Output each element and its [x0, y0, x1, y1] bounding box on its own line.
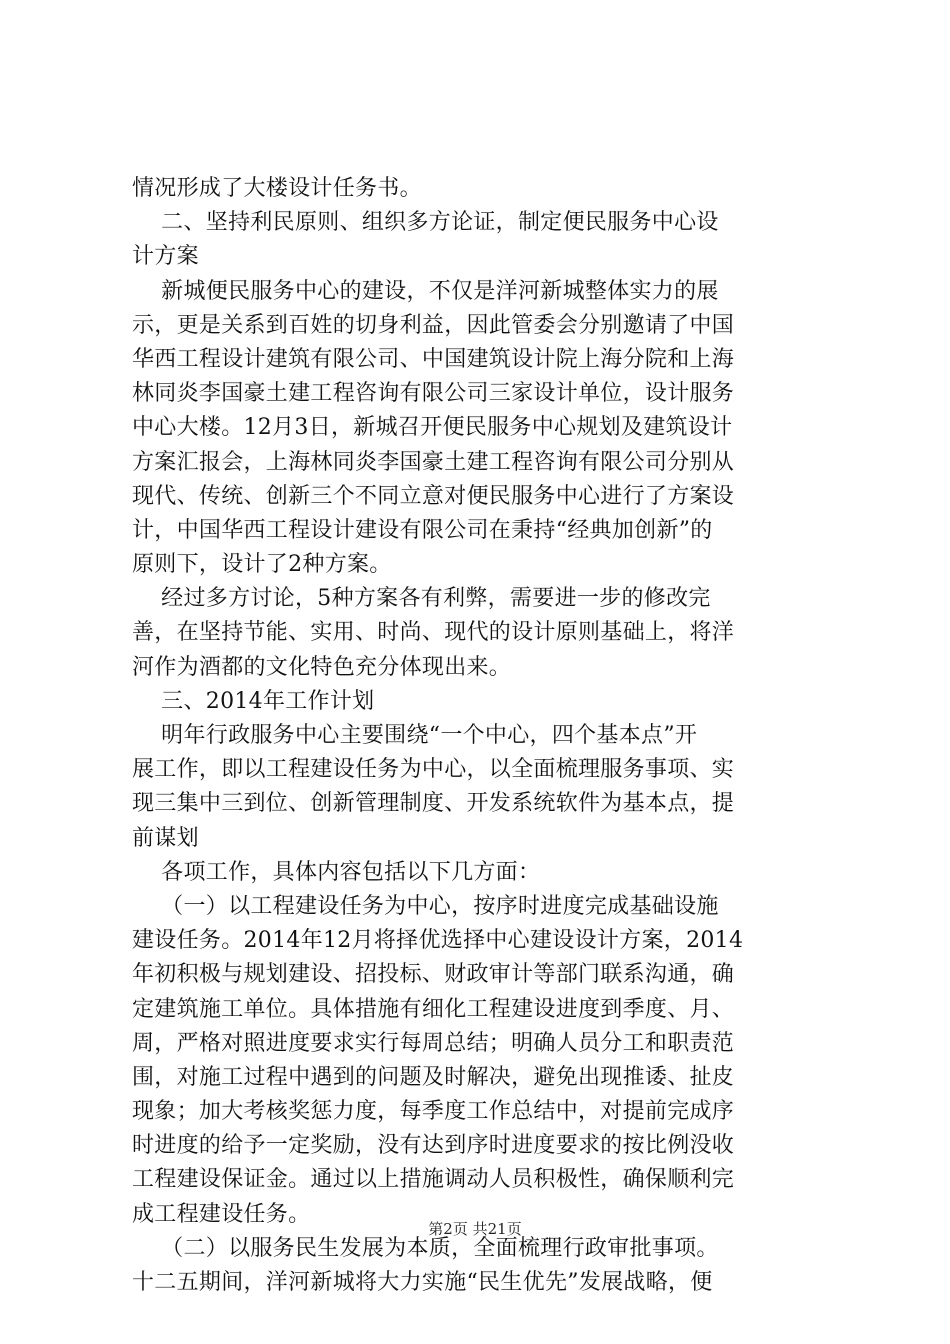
- text-line: 原则下，设计了2种方案。: [132, 552, 392, 578]
- text-line: 十二五期间，洋河新城将大力实施“民生优先”发展战略，便: [132, 1270, 713, 1295]
- text-line: 中心大楼。12月3日，新城召开便民服务中心规划及建筑设计: [132, 415, 733, 441]
- text-line: 三、2014年工作计划: [132, 688, 375, 714]
- text-line: 各项工作，具体内容包括以下几方面：: [132, 859, 541, 885]
- text-line: 计，中国华西工程设计建设有限公司在秉持“经典加创新”的: [132, 517, 713, 543]
- text-line: 前谋划: [132, 825, 199, 851]
- text-line: （二）以服务民生发展为本质，全面梳理行政审批事项。: [132, 1235, 719, 1261]
- text-line: 明年行政服务中心主要围绕“一个中心，四个基本点”开: [132, 723, 698, 748]
- text-line: 情况形成了大楼设计任务书。: [132, 176, 422, 201]
- text-line: 成工程建设任务。: [132, 1201, 311, 1227]
- text-line: 定建筑施工单位。具体措施有细化工程建设进度到季度、月、: [132, 996, 735, 1022]
- text-line: 示，更是关系到百姓的切身利益，因此管委会分别邀请了中国: [132, 312, 735, 338]
- text-line: 现代、传统、创新三个不同立意对便民服务中心进行了方案设: [132, 483, 735, 509]
- text-line: 新城便民服务中心的建设，不仅是洋河新城整体实力的展: [132, 278, 719, 304]
- text-line: 二、坚持利民原则、组织多方论证，制定便民服务中心设: [132, 210, 719, 236]
- text-line: 现象；加大考核奖惩力度，每季度工作总结中，对提前完成序: [132, 1099, 735, 1125]
- text-line: 计方案: [132, 244, 199, 270]
- text-line: 时进度的给予一定奖励，没有达到序时进度要求的按比例没收: [132, 1133, 735, 1159]
- text-line: 经过多方讨论，5种方案各有利弊，需要进一步的修改完: [132, 586, 711, 612]
- text-line: 林同炎李国豪土建工程咨询有限公司三家设计单位，设计服务: [132, 381, 735, 407]
- page-footer: 第2页 共21页: [428, 1220, 522, 1238]
- text-line: 周，严格对照进度要求实行每周总结；明确人员分工和职责范: [132, 1030, 735, 1056]
- text-line: 围，对施工过程中遇到的问题及时解决，避免出现推诿、扯皮: [132, 1064, 735, 1090]
- text-line: 河作为酒都的文化特色充分体现出来。: [132, 654, 512, 680]
- text-line: 现三集中三到位、创新管理制度、开发系统软件为基本点，提: [132, 791, 735, 817]
- text-line: 年初积极与规划建设、招投标、财政审计等部门联系沟通，确: [132, 962, 735, 988]
- text-line: 善，在坚持节能、实用、时尚、现代的设计原则基础上，将洋: [132, 620, 735, 646]
- document-body: [132, 172, 822, 1300]
- text-line: 建设任务。2014年12月将择优选择中心建设设计方案，2014: [132, 928, 744, 954]
- text-line: 展工作，即以工程建设任务为中心，以全面梳理服务事项、实: [132, 757, 735, 783]
- text-line: 方案汇报会，上海林同炎李国豪土建工程咨询有限公司分别从: [132, 449, 735, 475]
- text-line: 华西工程设计建筑有限公司、中国建筑设计院上海分院和上海: [132, 346, 735, 372]
- text-line: 工程建设保证金。通过以上措施调动人员积极性，确保顺利完: [132, 1167, 735, 1193]
- text-line: （一）以工程建设任务为中心，按序时进度完成基础设施: [132, 893, 719, 919]
